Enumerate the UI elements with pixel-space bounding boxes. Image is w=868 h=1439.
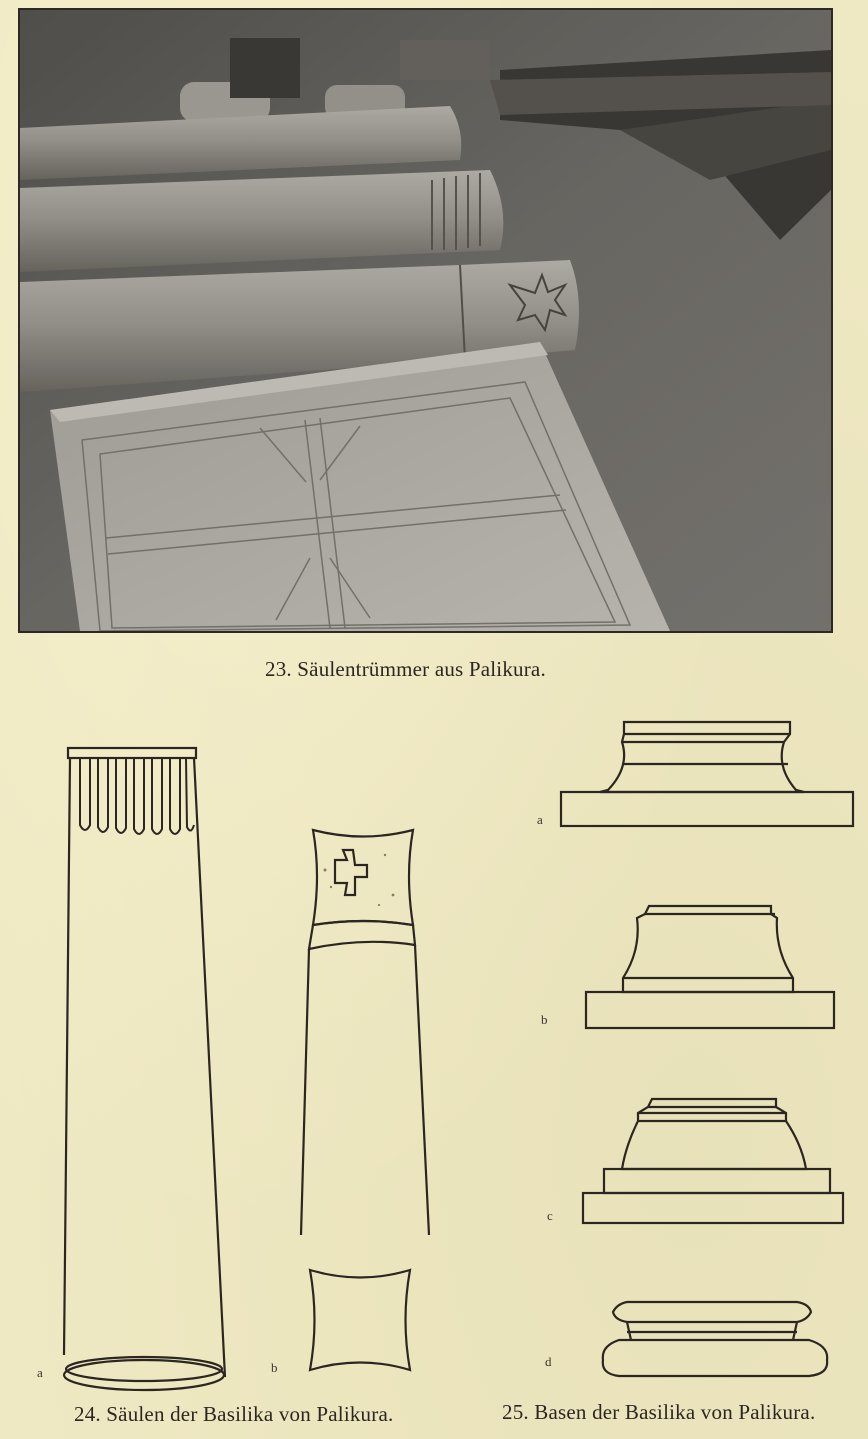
figure-23-caption: 23. Säulentrümmer aus Palikura. [265, 657, 546, 681]
figure-24-label-b: b [271, 1360, 278, 1375]
figure-24-caption: 24. Säulen der Basilika von Palikura. [74, 1402, 394, 1426]
column-a-drawing [58, 745, 233, 1395]
figure-25-label-b: b [541, 1012, 548, 1027]
base-c-drawing [580, 1095, 846, 1227]
base-d-drawing [597, 1296, 833, 1380]
column-ruins-photo [18, 8, 833, 633]
figure-25-label-d: d [545, 1354, 552, 1369]
figure-25-label-c: c [547, 1208, 553, 1223]
base-a-drawing [558, 712, 858, 830]
figure-25-label-a: a [537, 812, 543, 827]
column-b-drawing [295, 825, 435, 1380]
column-ruins-photo-image [20, 10, 831, 631]
figure-24-label-a: a [37, 1365, 43, 1380]
figure-25-caption: 25. Basen der Basilika von Palikura. [502, 1400, 816, 1424]
base-b-drawing [583, 900, 838, 1032]
